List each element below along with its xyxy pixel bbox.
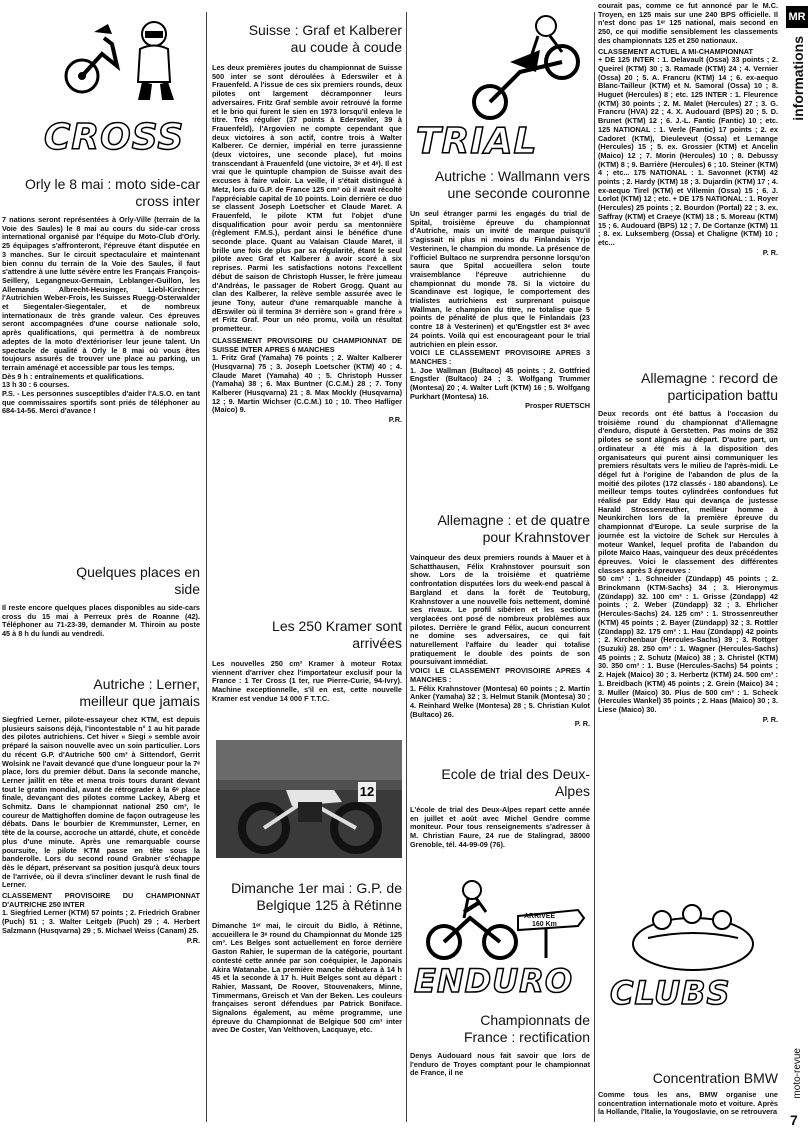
article-ps: P.S. - Les personnes susceptibles d'aider l'A.S.O. en tant que commissaires sportifs sont priés de téléphoner au 684-14-56. Merci d'avance ! — [2, 389, 200, 416]
sign-km: 160 Km — [532, 921, 557, 928]
article-belgique — [212, 880, 402, 1035]
mr-mark-text: MR — [788, 11, 806, 23]
article-wallmann — [410, 168, 590, 410]
classement-body: 1. Félix Krahnstover (Montesa) 60 points ; 2. Martin Anker (Yamaha) 32 ; 3. Helmut Stanik (Montesa) 30 ; 4. Reinhard Welke (Montesa) 28 ; 5. Christian Kulot (Bultaco) 26. — [410, 683, 590, 719]
article-title: Quelques places en side — [76, 564, 200, 597]
article-body: Comme tous les ans, BMW organise une concentration internationale moto et voiture. Après la Hollande, l'Italie, la Yougoslavie, on se retrouvera — [598, 1090, 778, 1117]
article-body: Vainqueur des deux premiers rounds à Mauer et à Schatthausen, Félix Krahnstover poursuit son show. Lors de la troisième et quatrième confrontation disputées lors du week-end pascal à Bargland et dans la forêt de Teutoburg, Krahnstover a une nouvelle fois nettement, dominé ses rivaux. Le profil sibérien et les sections verglacées ont posé de nombreux problèmes aux pilotes. Derrière le grand Félix, aucun concurrent ne domine ses adversaires, ce qui fait naturellement l'affaire du leader qui totalise pratiquement le double des points de son poursuivant immédiat. — [410, 553, 590, 667]
article-championnats — [410, 1012, 590, 1078]
publication-label: moto-revue — [792, 1048, 803, 1099]
trial-logo-text: TRIAL — [416, 121, 538, 162]
classement-title: VOICI LE CLASSEMENT PROVISOIRE APRES 3 MANCHES : — [410, 348, 590, 366]
article-body: 7 nations seront représentées à Orly-Ville (terrain de la Voie des Saules) le 8 mai au cours du side-car cross international organisé par l'équipe du Moto-Club d'Orly. 25 équipages s'affronteront, l'épreuve étant disputée en 3 manches. Sur le circuit spectaculaire et maintenant bien connu du terrain de la Voie des Saules, il faut s'attendre à une lutte sévère entre les Français François-Seillery, Legangneux-Germain, Leblanger-Guillon, les Allemands Albrecht-Heusinger, Liebl-Kirchner; l'Autrichien Weber-Frois, les Suisses Ruegg-Osterwalder et Siegentaler-Siegentaler, et de nombreux internationaux de très grande valeur. Ces épreuves seront accompagnées d'une course nationale solo, après qualifications, qui permettra à de nombreux adeptes de la moto d'extérioriser leur jeune talent. Un spectacle de qualité à Orly le 8 mai où vous êtes toujours assurés de trouver une place au parking, un terrain aménagé et accessible par tous les temps. — [2, 215, 200, 372]
article-body: Il reste encore quelques places disponibles au side-cars cross du 15 mai à Perreux près de Roanne (42). Téléphoner au 71-23-39, demander M. Thiroin au poste 45 à 8 h du lundi au vendredi. — [2, 603, 200, 639]
cross-logo — [44, 116, 184, 158]
signature: P.R. — [388, 415, 402, 425]
classement-body: + DE 125 INTER : 1. Delavault (Ossa) 33 points ; 2. Queirel (KTM) 30 ; 3. Ramade (KTM) 24 ; 4. Vernier (Ossa) 20 ; 5. A. Francru (KTM) 14 ; 6. ex-aequo Blanc-Tailleur (KTM) et N. Samoral (Ossa) 10 ; 8. Huguet (Hercules) 8 ; etc. 125 INTER : 1. Fleurence (KTM) 30 points ; 2. M. Malet (Hercules) 27 ; 3. G. Francru (HVA) 22 ; 4. X. Audouard (BPS) 20 ; 5. D. Brunet (KTM) 12 ; 6. J.-L. Fantic (Fantic) 10 ; etc. 125 NATIONAL : 1. Verle (Fantic) 17 points ; 2. ex Cadoret (KTM), Dieuleveut (Ossa) et Lemange (Hercules) 15 ; 5. ex. Grossier (KTM) et Ancelin (Maico) 12 ; 7. Morin (Hercules) 10 ; 8. Debussy (KTM) 8 ; 9. Barrière (Hercules) 6 ; 10. Steiner (KTM) 4 ; etc... 175 NATIONAL : 1. Savonnet (KTM) 42 points ; 2. Hardy (KTM) 18 ; 3. Dujardin (KTM) 17 ; 4. ex-aequo Tirel (KTM) et Villemin (Ossa) 15 ; 6. J. Lorlot (KTM) 12 ; etc. + DE 175 NATIONAL : 1. Royer (Hercules) 25 points ; 2. Bourdon (Portal) 22 ; 3. ex. Saffray (KTM) et Craeye (KTM) 18 ; 5. Moreau (KTM) 15 ; 6. Audouard (BPS) 12 ; 7. De Cortanze (KTM) 11 ; 8. ex. Luksemberg (Ossa) et Chaligne (KTM) 10 ; etc... — [598, 55, 778, 247]
article-ecole-trial — [410, 766, 590, 850]
trial-logo — [416, 120, 537, 162]
signature: Prosper RUETSCH — [525, 401, 590, 411]
article-suisse — [212, 22, 402, 424]
sign-arrivee: ARRIVEE — [524, 913, 556, 920]
enduro-logo-text: ENDURO — [414, 962, 574, 1000]
clubs-logo-text: CLUBS — [610, 974, 731, 1012]
article-body: Deux records ont été battus à l'occasion du troisième round du championnat d'Allemagne d'enduro, disputé à Gerstetten. Pas moins de 352 pilotes se sont alignés au départ. D'autre part, un ordinateur a été mis à la disposition des organisateurs qui purent ainsi communiquer les premiers résultats vers le milieu de l'après-midi. Le dégel fut à l'origine de l'abandon de plus de la moitié des pilotes (172 classés - 180 abandons). Le meilleur temps toutes cylindrées confondues fut réalisé par Eddy Hau qui devança de justesse Harald Strossenreuther, meilleur homme à Neunkirchen lors de la première épreuve du championnat d'Europe. La seule surprise de la journée est la victoire de Schek sur Hercules à moteur Wankel, lequel profita de l'abandon du pilote Maico Haas, vainqueur des deux précédentes épreuves. Voici le classement des différentes classes après 3 épreuves : — [598, 409, 778, 575]
classement-body: 1. Fritz Graf (Yamaha) 76 points ; 2. Walter Kalberer (Husqvarna) 75 ; 3. Joseph Loetscher (KTM) 40 ; 4. Claude Maret (Yamaha) 40 ; 5. Christoph Husser (Yamaha) 38 ; 6. Max Buntner (C.C.M.) 28 ; 7. Tony Kalberer (Husqvarna) 21 ; 8. Max Mockly (Husqvarna) 12 ; 9. Martin Wichser (C.C.M.) 10 ; 10. Theo Hafliger (Maico) 9. — [212, 353, 402, 415]
article-body: courait pas, comme ce fut annoncé par le M.C. Troyen, en 125 mais sur une 240 BPS officielle. Il n'est donc pas 1ᵉʳ 125 national, mais second en 250, ce qui modifie sensiblement les classements des championnats 125 et 250 nationaux. — [598, 1, 778, 45]
mr-mark — [786, 6, 808, 28]
signature: P. R. — [762, 714, 778, 724]
cross-logo-text: CROSS — [44, 117, 185, 158]
signature: P. R. — [574, 719, 590, 729]
article-title: Orly le 8 mai : moto side-car cross inter — [24, 176, 200, 209]
column-rule — [594, 12, 595, 1122]
signature: P. R. — [762, 247, 778, 257]
column-rule — [406, 12, 407, 1122]
section-label: informations — [790, 36, 806, 121]
article-body: Les deux premières joutes du championnat de Suisse 500 inter se sont déroulées à Ederswiler et à Frauenfeld. A l'issue de ces six premiers rounds, deux pilotes ont largement décramponner leurs adversaires. Fritz Graf semble avoir retrouvé la forme et le brio qui furent le sien en 1973 lorsqu'il enleva le titre. Très régulier (37 points à Ederswiler, 39 à Frauenfeld), l'Argovien ne compte cependant que deux victoires à son actif, contre trois à Walter Kalberer. Ce dernier, impérial en terre jurassienne (deux victoires, une seconde place), fut moins transcendant à Frauenfeld (une victoire, 3ᵉ et 4ᵉ). Il est vrai que le quintuple champion de Suisse avait des excuses à faire valoir. La veille, il s'était distingué à Metz, lors du G.P. de France 125 cm³ où il avait récolté l'appréciable capital de 10 points. Loin derrière ce duo se classent Joseph Loetscher et Claude Maret. A Frauenfeld, le pilote KTM fut l'objet d'une disqualification pour avoir perdu sa mentonnière (règlement F.M.S.), perdant ainsi le bénéfice d'une seconde place. Quant au Valaisan Claude Maret, il brille une fois de plus par sa régularité, étant le seul pilote avec Graf et Kalberer à avoir scoré à six reprises. Parmi les satisfactions notons l'excellent début de saison de Christoph Husser, le frère jumeau d'Andréas, le passager de Robert Grogg. Quant au clan des Kalberer, la relève semble assurée avec le jeune Tony, auteur d'une remarquable manche à dErswiler où il termina 3ᵉ derrière son « grand frère » et Fritz Graf. Pour un néo promu, voilà un résultat prometteur. — [212, 63, 402, 334]
classement-title: VOICI LE CLASSEMENT PROVISOIRE APRES 4 MANCHES : — [410, 666, 590, 684]
motocross-rider-illustration — [42, 4, 192, 104]
kramer-motorcycle-photo — [216, 740, 402, 858]
article-title: Autriche : Lerner, meilleur que jamais — [79, 676, 200, 709]
article-title: Allemagne : record de participation battu — [641, 370, 778, 403]
classement-body: 1. Joe Wallman (Bultaco) 45 points ; 2. Gottfried Engstler (Bultaco) 24 ; 3. Wolfgang Trummer (Montesa) 20 ; 4. Walter Luft (KTM) 16 ; 5. Wolfgang Purkhart (Montesa) 16. — [410, 365, 590, 401]
article-title: Suisse : Graf et Kalberer au coude à coude — [248, 22, 402, 55]
column-rule — [206, 12, 207, 1122]
article-quelques-places — [2, 564, 200, 639]
article-body: Un seul étranger parmi les engagés du trial de Spital, troisième épreuve du championnat d'Autriche, mais un invité de marque puisqu'il s'agissait ni plus ni moins du Finlandais Yrjo Vesterinen, le champion du monde. La présence de l'officiel Bultaco ne surprendra personne lorsqu'on saura que Spital accueillera selon toute vraisemblance l'épreuve autrichienne du championnat du monde 78. Si la victoire du Scandinave est logique, le comportement des trialistes autrichiens est surprenant puisque Wallman, le champion du titre, ne totalise que 5 points de pénalité de plus que le Finlandais (23 contre 18 à Vesterinen) et qu'Engstler est 3ᵉ avec 24 points. Voilà qui est encourageant pour le trial autrichien en plein essor. — [410, 209, 590, 349]
clubs-logo — [610, 974, 731, 1012]
article-concentration-bmw — [598, 1070, 778, 1117]
article-championnats-suite — [598, 2, 778, 257]
article-record-participation — [598, 370, 778, 724]
trial-rider-illustration — [450, 2, 590, 122]
article-autriche-lerner — [2, 676, 200, 945]
classement-title: CLASSEMENT ACTUEL A MI-CHAMPIONNAT — [598, 46, 753, 56]
article-krahnstover — [410, 512, 590, 728]
photo-image — [216, 740, 402, 858]
article-kramer — [212, 618, 402, 704]
article-schedule: 13 h 30 : 6 courses. — [2, 380, 70, 390]
article-title: Allemagne : et de quatre pour Krahnstover — [437, 512, 590, 545]
article-title: Concentration BMW — [652, 1070, 778, 1086]
article-body: Denys Audouard nous fait savoir que lors de l'enduro de Troyes comptant pour le championnat de France, il ne — [410, 1051, 590, 1078]
article-title: Ecole de trial des Deux-Alpes — [441, 766, 590, 799]
classement-title: CLASSEMENT PROVISOIRE DU CHAMPIONNAT DE SUISSE INTER APRES 6 MANCHES — [212, 335, 402, 354]
article-title: Dimanche 1er mai : G.P. de Belgique 125 à Rétinne — [231, 880, 402, 913]
article-orly — [2, 176, 200, 416]
enduro-rider-illustration — [414, 872, 590, 962]
clubs-bikers-illustration — [618, 898, 768, 976]
photo-race-number: 12 — [359, 784, 375, 799]
classement-title: CLASSEMENT PROVISOIRE DU CHAMPIONNAT D'AUTRICHE 250 INTER — [2, 891, 200, 909]
article-body: Siegfried Lerner, pilote-essayeur chez KTM, est depuis plusieurs saisons déjà, l'incontestable n° 1 au hit parade des pilotes autrichiens. Cet hiver « Siegi » semble avoir préparé la saison nouvelle avec un soin particulier. Lors du récent G.P. d'Autriche 500 cm³ à Sittendorf, Gerrit Wolsink ne l'avait devancé que d'une longueur pour la 7ᵉ place, lors du premier début. Dans la seconde manche, Lerner jaillit en tête et mena trois tours durant devant tout le gratin mondial, avant de rétrograder à la 6ᵉ place finale, devançant des pilotes comme Lackey, Aberg et Schmitz. Dans le championnat national 250 cm³, le coureur de Mattighoffen domine de façon outrageuse les débats. Dans le bourbier de Kremmunster, Lerner, en tête de la course, accroche un attardé, chute, et concède plus d'une minute. Après une remarquable course poursuite, le pilote KTM passe en tête sous la banderolle. Lors du second round Grabner s'échappe dès le départ, préservant sa position jusqu'à deux tours de l'arrivée, où il devra s'incliner devant le rush final de Lerner. — [2, 715, 200, 890]
enduro-logo — [414, 962, 573, 1000]
article-body: Les nouvelles 250 cm³ Kramer à moteur Rotax viennent d'arriver chez l'importateur exclusif pour la France : 1 Ter Cross (1 ter, rue Pierre-Curie, 94-Ivry). Machine exceptionnelle, s'il en est, cette nouvelle Kramer est vendue 14 000 F T.T.C. — [212, 659, 402, 703]
page-number: 7 — [790, 1112, 798, 1128]
signature: P.R. — [186, 935, 200, 945]
article-body: Dimanche 1ᵉʳ mai, le circuit du Bidlo, à Rétinne, accueillera le 3ᵉ round du Championnat du Monde 125 cm³. Les Belges sont actuellement en force derrière Gaston Rahier, le superman de la catégorie, pourtant contesté cette année par son coéquipier, le Japonais Akira Watanabe. La première manche débutera à 14 h 45 et la seconde à 17 h. Huit Belges sont au départ : Rahier, Massant, De Roover, Stouvenakers, Minne, Timmermans, Greisch et Van der Beken. Les couleurs françaises seront défendues par Patrick Boniface. Signalons également, au même programme, une épreuve du Championnat de Belgique 500 cm³ inter avec De Coster, Van Velthoven, Lacquaye, etc. — [212, 921, 402, 1035]
article-schedule: Dès 9 h : entraînements et qualifications. — [2, 371, 144, 381]
article-title: Les 250 Kramer sont arrivées — [272, 618, 402, 651]
classement-body: 50 cm³ : 1. Schneider (Zündapp) 45 points ; 2. Brinckmann (KTM-Sachs) 34 ; 3. Hieronymus (Zündapp) 32. 100 cm³ : 1. Grisse (Zündapp) 42 points ; 2. Weber (Zündapp) 32 ; 3. Ehrlicher (Hercules-Sachs) 24. 125 cm³ : 1. Strossenreuther (KTM) 45 points ; 2. Bayer (Zündapp) 32 ; 3. Rottler (Zündapp) 32. 175 cm³ : 1. Hau (Zündapp) 42 points ; 2. Kirchenbaur (Hercules-Sachs) 39 ; 3. Rottger (Suzuki) 28. 250 cm³ : 1. Wagner (Hercules-Sachs) 45 points ; 2. Schutz (Maico) 38 ; 3. Christel (KTM) 30. 350 cm³ : 1. Buse (Hercules-Sachs) 54 points ; 2. Hajek (Maico) 30 ; 3. Herbertz (KTM) 24. 500 cm³ : 1. Breidbach (KTM) 45 points ; 2. Grein (Maico) 34 ; 3. Muller (Maico) 30. Plus de 500 cm³ : 1. Scheck (Hercules Wankel) 35 points ; 2. Haas (Maico) 30 ; 3. Liese (Maico) 30. — [598, 574, 778, 714]
article-body: L'école de trial des Deux-Alpes repart cette année en juillet et août avec Michel Gendre comme moniteur. Pour tous renseignements s'adresser à M. Christian Faure, 24 rue de Stalingrad, 38000 Grenoble, tél. 44-99-09 (76). — [410, 805, 590, 849]
classement-body: 1. Siegfried Lerner (KTM) 57 points ; 2. Friedrich Grabner (Puch) 51 ; 3. Walter Leitgeb (Puch) 29 ; 4. Herbert Salzmann (Husqvarna) 29 ; 5. Michael Weiss (Canam) 25. — [2, 908, 200, 935]
article-title: Autriche : Wallmann vers une seconde couronne — [434, 168, 590, 201]
article-title: Championnats de France : rectification — [463, 1012, 590, 1045]
